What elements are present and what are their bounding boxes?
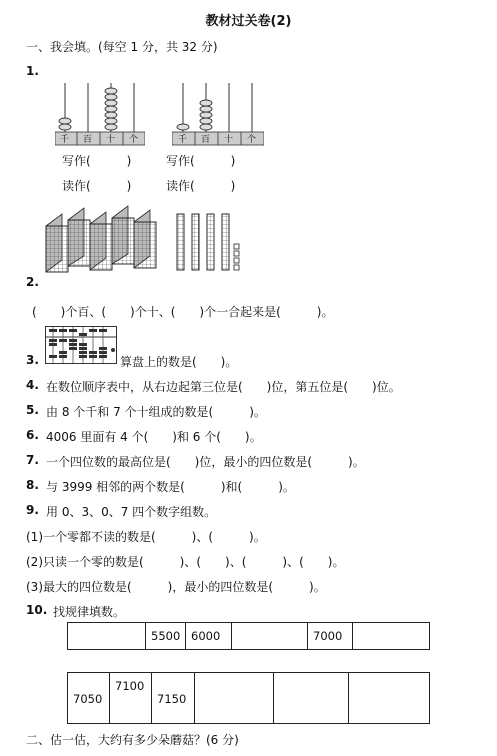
pattern-cell[interactable] — [274, 673, 349, 723]
pattern-cell: 7000 — [308, 623, 353, 649]
section2-heading: 二、估一估，大约有多少朵蘑菇？(6 分) — [26, 733, 239, 747]
pattern-cell: 7150 — [152, 673, 195, 723]
pattern-row-2 — [67, 672, 430, 724]
q5-number: 5. — [26, 403, 39, 417]
q10-number: 10. — [26, 603, 48, 617]
q8-number: 8. — [26, 478, 39, 492]
q9-text: 用 0、3、0、7 四个数字组数。 — [46, 505, 217, 519]
pattern-cell[interactable] — [232, 623, 308, 649]
q6-number: 6. — [26, 428, 39, 442]
q2-text: ( )个百、( )个十、( )个一合起来是( )。 — [32, 305, 334, 319]
section1-heading: 一、我会填。(每空 1 分，共 32 分) — [26, 40, 218, 54]
q9-sub3: (3)最大的四位数是( )，最小的四位数是( )。 — [26, 580, 326, 594]
q1-write-2: 写作( ) — [166, 154, 236, 168]
q7-number: 7. — [26, 453, 39, 467]
q8-text: 与 3999 相邻的两个数是( )和( )。 — [46, 480, 295, 494]
abacus2-label-bai: 百 — [201, 135, 211, 145]
place-value-blocks — [42, 200, 242, 274]
q9-sub2: (2)只读一个零的数是( )、( )、( )、( )。 — [26, 555, 345, 569]
page-title: 教材过关卷(2) — [205, 14, 292, 29]
pattern-cell[interactable] — [68, 623, 146, 649]
q1-number: 1. — [26, 64, 39, 78]
abacus2-label-ge: 个 — [247, 135, 257, 145]
pattern-cell[interactable] — [349, 673, 429, 723]
q10-text: 找规律填数。 — [53, 605, 126, 619]
abacus1-label-ge: 个 — [129, 135, 139, 145]
abacus1-label-bai: 百 — [83, 135, 93, 145]
abacus-3 — [45, 326, 117, 364]
q1-write-1: 写作( ) — [62, 154, 132, 168]
pattern-row-1 — [67, 622, 430, 650]
q2-number: 2. — [26, 275, 39, 289]
pattern-cell: 7050 — [68, 673, 110, 723]
q1-read-2: 读作( ) — [166, 179, 236, 193]
pattern-cell: 7100 — [110, 673, 152, 723]
pattern-cell: 5500 — [146, 623, 186, 649]
q9-sub1: (1)一个零都不读的数是( )、( )。 — [26, 530, 266, 544]
q1-read-1: 读作( ) — [62, 179, 132, 193]
pattern-cell[interactable] — [353, 623, 429, 649]
abacus2-label-shi: 十 — [224, 135, 234, 145]
q9-number: 9. — [26, 503, 39, 517]
pattern-cell[interactable] — [195, 673, 274, 723]
q3-text: 算盘上的数是( )。 — [120, 355, 238, 369]
abacus1-label-shi: 十 — [106, 135, 116, 145]
q4-text: 在数位顺序表中，从右边起第三位是( )位，第五位是( )位。 — [46, 380, 401, 394]
q4-number: 4. — [26, 378, 39, 392]
abacus2-label-qian: 千 — [178, 135, 188, 145]
q6-text: 4006 里面有 4 个( )和 6 个( )。 — [46, 430, 262, 444]
q7-text: 一个四位数的最高位是( )位，最小的四位数是( )。 — [46, 455, 365, 469]
q5-text: 由 8 个千和 7 个十组成的数是( )。 — [46, 405, 266, 419]
pattern-cell: 6000 — [186, 623, 232, 649]
abacus1-label-qian: 千 — [60, 135, 70, 145]
q3-number: 3. — [26, 353, 39, 367]
